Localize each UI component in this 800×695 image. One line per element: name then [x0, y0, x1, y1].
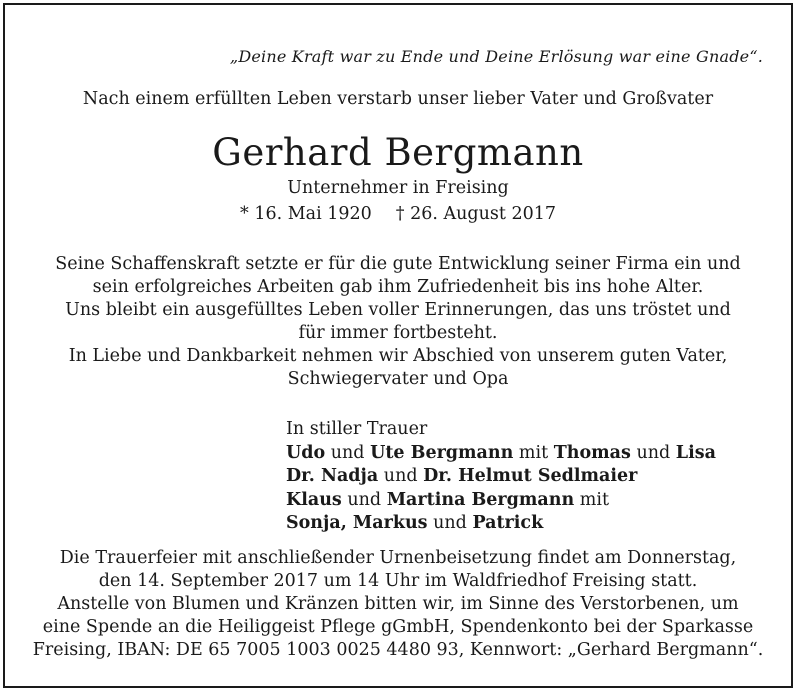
motto-quote: „Deine Kraft war zu Ende und Deine Erlösung war eine Gnade“. [229, 47, 763, 66]
eulogy-line: Schwiegervater und Opa [287, 369, 509, 389]
deceased-name: Gerhard Bergmann [212, 131, 584, 174]
mourner-name: Ute Bergmann [370, 442, 514, 463]
connector: und [636, 442, 671, 463]
connector: mit [518, 442, 549, 463]
eulogy-line: Seine Schaffenskraft setzte er für die gute Entwicklung seiner Firma ein und [55, 254, 741, 274]
mourner-name: Martina Bergmann [386, 489, 575, 510]
death-date: † 26. August 2017 [395, 204, 556, 224]
mourner-name: Klaus [286, 489, 342, 510]
life-dates [5, 204, 791, 224]
mourner-line [286, 489, 716, 513]
funeral-info [5, 547, 791, 662]
connector: und [433, 513, 467, 533]
mourner-name: Thomas [553, 442, 631, 463]
donation-line: eine Spende an die Heiliggeist Pflege gGmbH, Spendenkonto bei der Sparkasse [42, 617, 754, 637]
mourner-line [286, 512, 716, 536]
donation-line: Freising, IBAN: DE 65 7005 1003 0025 4480 93, Kennwort: „Gerhard Bergmann“. [32, 640, 764, 660]
mourner-name: Dr. Nadja [286, 466, 379, 486]
connector: und [347, 489, 382, 510]
mourner-line [286, 465, 716, 489]
eulogy-line: In Liebe und Dankbarkeit nehmen wir Abschied von unserem guten Vater, [68, 346, 728, 366]
connector: mit [579, 489, 610, 510]
funeral-line: den 14. September 2017 um 14 Uhr im Waldfriedhof Freising statt. [98, 571, 698, 591]
intro-text: Nach einem erfüllten Leben verstarb unser lieber Vater und Großvater [82, 89, 714, 109]
connector: und [330, 442, 365, 463]
eulogy-line: für immer fortbesteht. [298, 323, 498, 343]
mourner-name: Lisa [675, 442, 716, 463]
funeral-line: Die Trauerfeier mit anschließender Urnenbeisetzung findet am Donnerstag, [59, 548, 737, 568]
eulogy-text [5, 253, 791, 391]
mourner-name: Dr. Helmut Sedlmaier [423, 466, 638, 486]
eulogy-line: Uns bleibt ein ausgefülltes Leben voller Erinnerungen, das uns tröstet und [65, 300, 731, 320]
mourner-line [286, 442, 716, 466]
mourner-name: Patrick [472, 513, 544, 533]
mourner-name: Sonja, Markus [286, 513, 428, 533]
connector: und [383, 466, 418, 486]
obituary-card [3, 3, 793, 688]
occupation: Unternehmer in Freising [287, 178, 509, 198]
mourners-heading: In stiller Trauer [286, 419, 428, 439]
mourner-name: Udo [286, 442, 326, 463]
eulogy-line: sein erfolgreiches Arbeiten gab ihm Zufriedenheit bis ins hohe Alter. [92, 277, 704, 297]
mourners-block [286, 418, 716, 536]
birth-date: * 16. Mai 1920 [240, 204, 372, 224]
donation-line: Anstelle von Blumen und Kränzen bitten wir, im Sinne des Verstorbenen, um [57, 594, 739, 614]
